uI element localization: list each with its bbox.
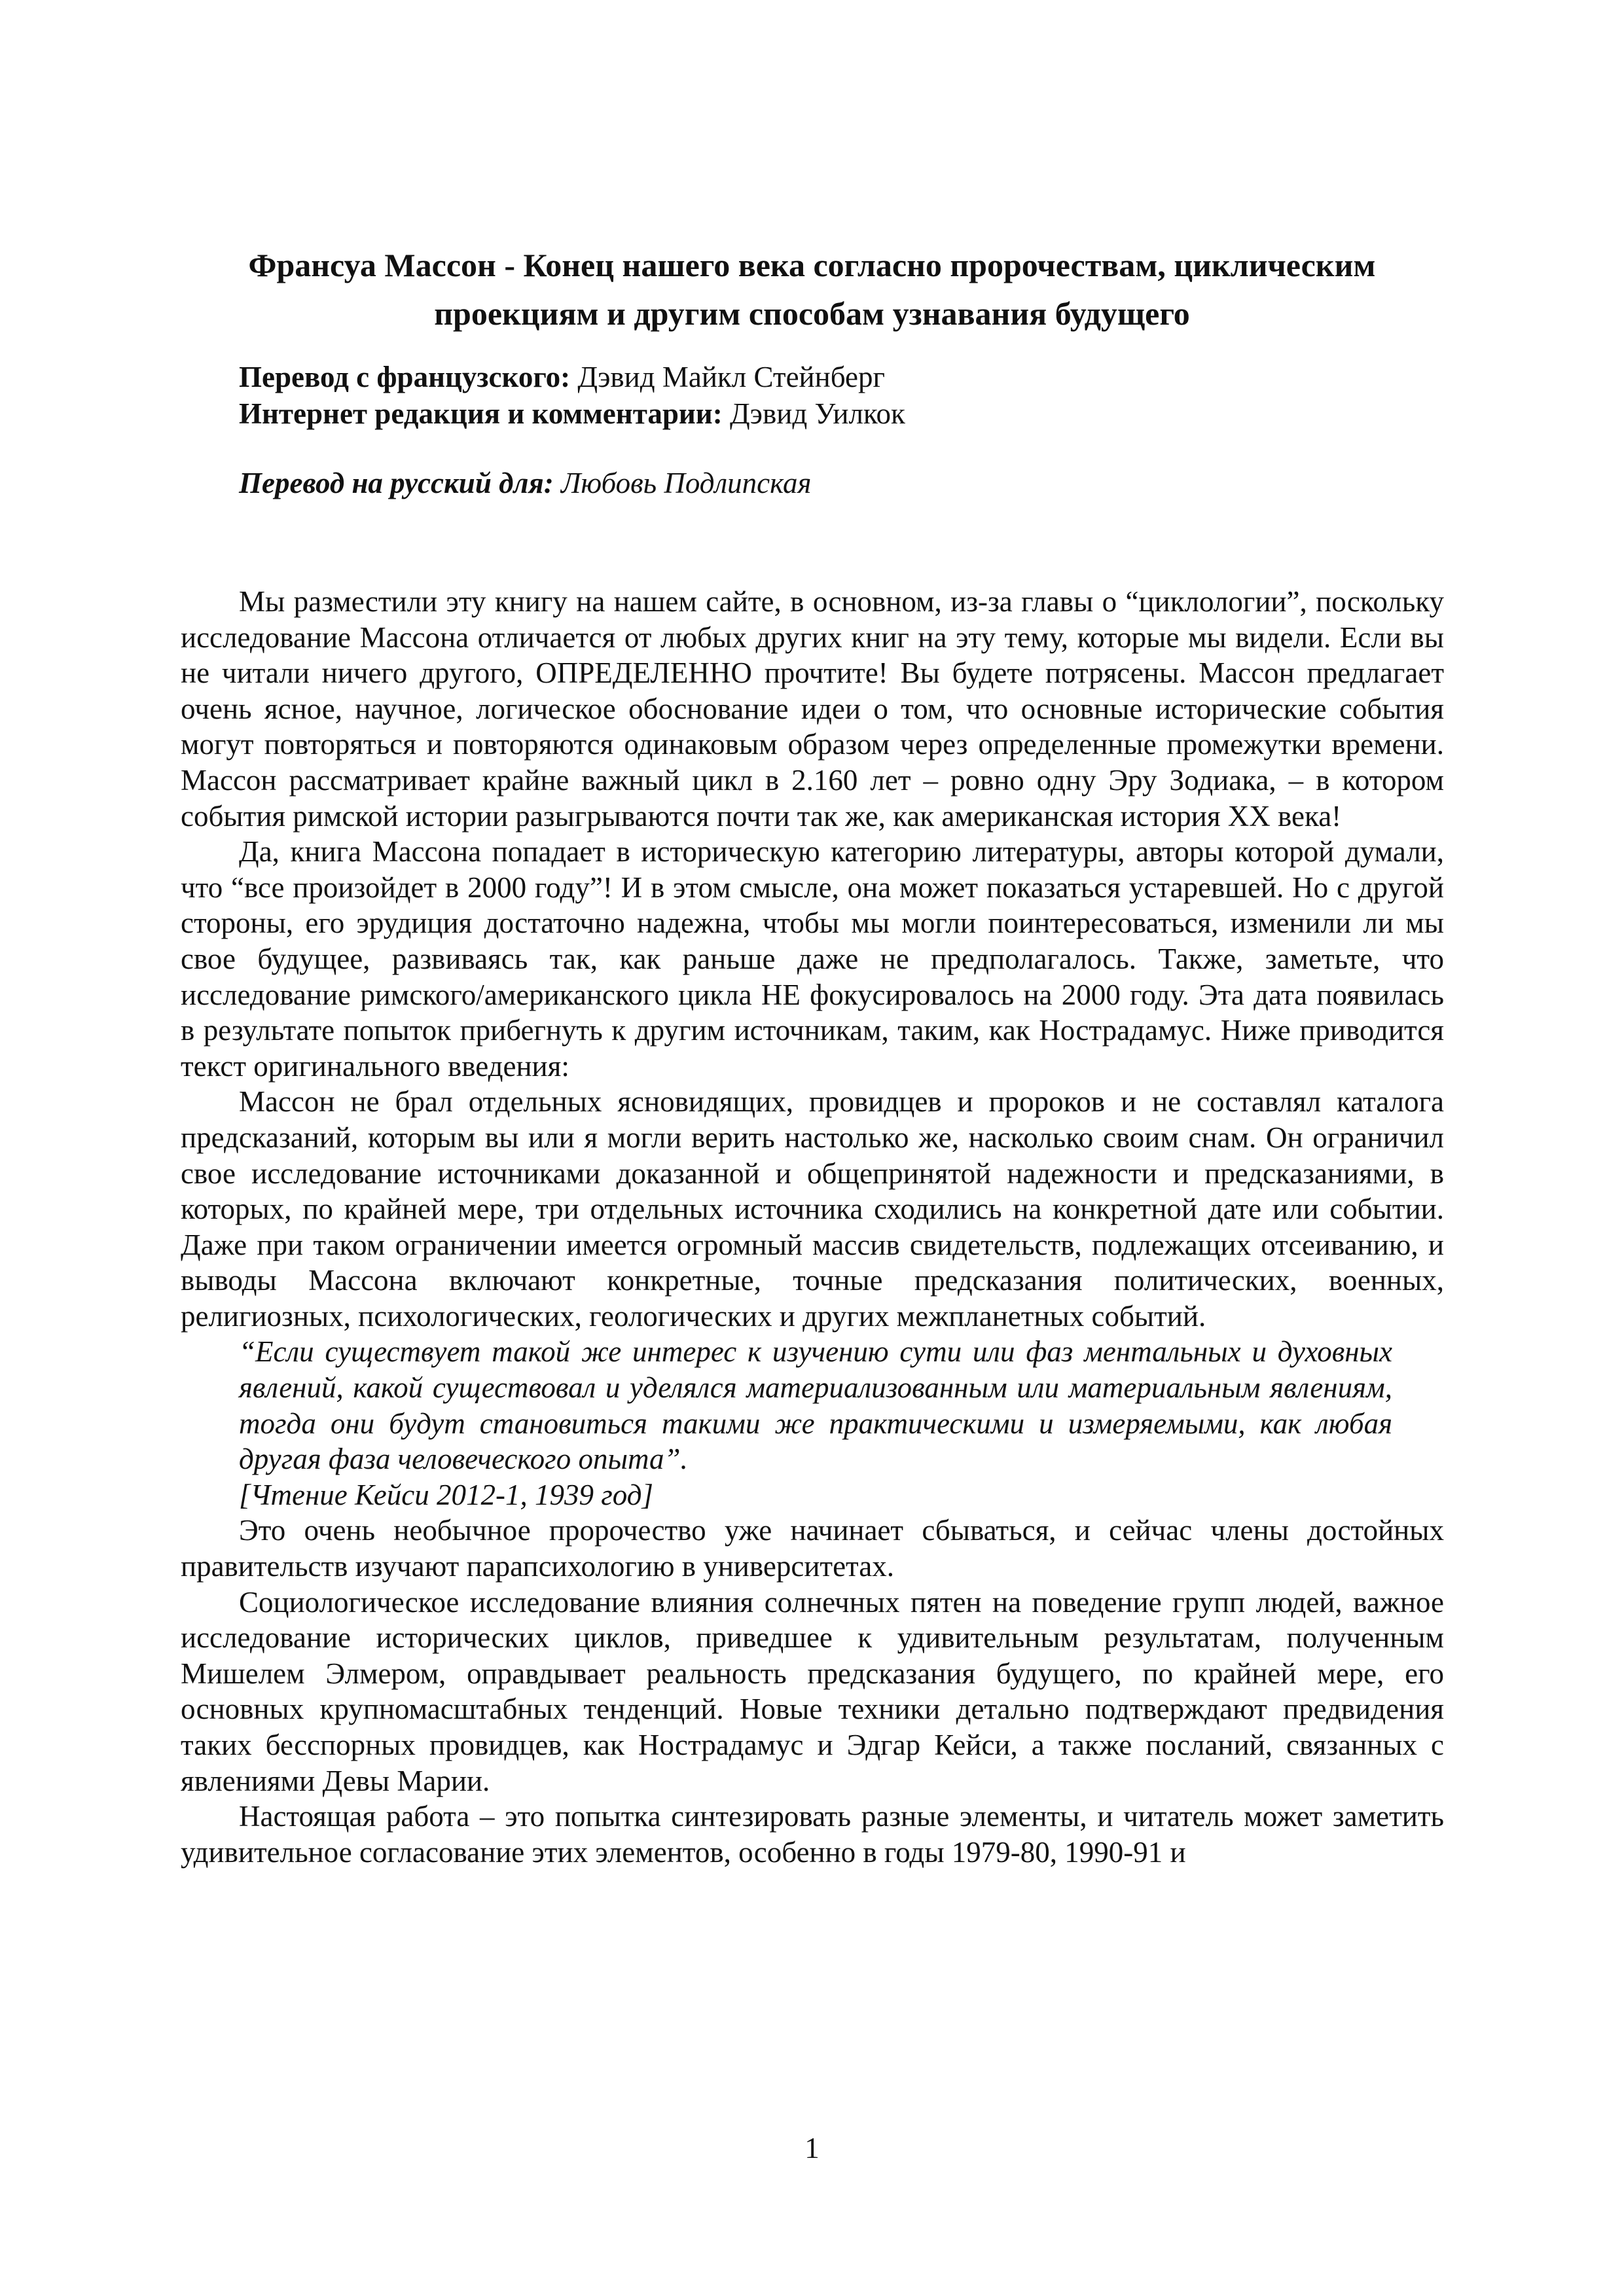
quote-citation: [Чтение Кейси 2012-1, 1939 год] — [239, 1478, 653, 1511]
credits-spacer — [239, 432, 1417, 465]
document-title: Франсуа Массон - Конец нашего века согласно пророчествам, циклическим проекциям и другим способам узнавания будущего — [248, 247, 1376, 332]
credits-block — [239, 359, 1417, 501]
quote-text: “Если существует такой же интерес к изучению сути или фаз ментальных и духовных явлений, какой существовал и уделялся материализованным или материальным явлениям, тогда они будут становиться такими же практическими и измеряемыми, как любая другая фаза человеческого опыта”. — [239, 1335, 1392, 1476]
credit-russian — [239, 465, 1417, 501]
body-text — [181, 584, 1444, 1870]
paragraph-6: Настоящая работа – это попытка синтезировать разные элементы, и читатель может заметить удивительное согласование этих элементов, особенно в годы 1979-80, 1990-91 и — [181, 1800, 1444, 1869]
credit-translation-value: Дэвид Майкл Стейнберг — [577, 361, 885, 393]
credit-russian-label: Перевод на русский для: — [239, 467, 554, 499]
page-number: 1 — [804, 2132, 820, 2164]
credit-editor-label: Интернет редакция и комментарии: — [239, 397, 723, 430]
casey-quote — [239, 1334, 1392, 1513]
credit-editor — [239, 395, 1417, 432]
paragraph-2: Да, книга Массона попадает в историческую категорию литературы, авторы которой думали, что “все произойдет в 2000 году”! И в этом смысле, она может показаться устаревшей. Но с другой стороны, его эрудиция достаточно надежна, чтобы мы могли поинтересоваться, изменили ли мы свое будущее, развиваясь так, как раньше даже не предполагалось. Также, заметьте, что исследование римского/американского цикла НЕ фокусировалось на 2000 году. Эта дата появилась в результате попыток прибегнуть к другим источникам, таким, как Нострадамус. Ниже приводится текст оригинального введения: — [181, 835, 1444, 1083]
credit-editor-value: Дэвид Уилкок — [729, 397, 905, 430]
credit-translation-label: Перевод с французского: — [239, 361, 571, 393]
credit-russian-value: Любовь Подлипская — [560, 467, 812, 499]
credit-translation — [239, 359, 1417, 395]
paragraph-5: Социологическое исследование влияния солнечных пятен на поведение групп людей, важное исследование исторических циклов, приведшее к удивительным результатам, полученным Мишелем Элмером, оправдывает реальность предсказания будущего, по крайней мере, его основных крупномасштабных тенденций. Новые техники детально подтверждают предвидения таких бесспорных провидцев, как Нострадамус и Эдгар Кейси, а также посланий, связанных с явлениями Девы Марии. — [181, 1585, 1444, 1797]
paragraph-1: Мы разместили эту книгу на нашем сайте, в основном, из-за главы о “циклологии”, поскольку исследование Массона отличается от любых других книг на эту тему, которые мы видели. Если вы не читали ничего другого, ОПРЕДЕЛЕННО прочтите! Вы будете потрясены. Массон предлагает очень ясное, научное, логическое обоснование идеи о том, что основные исторические события могут повторяться и повторяются одинаковым образом через определенные промежутки времени. Массон рассматривает крайне важный цикл в 2.160 лет – ровно одну Эру Зодиака, – в котором события римской истории разыгрываются почти так же, как американская история XX века! — [181, 585, 1444, 833]
paragraph-4: Это очень необычное пророчество уже начинает сбываться, и сейчас члены достойных правительств изучают парапсихологию в университетах. — [181, 1514, 1444, 1583]
paragraph-3: Массон не брал отдельных ясновидящих, провидцев и пророков и не составлял каталога предсказаний, которым вы или я могли верить настолько же, насколько своим снам. Он ограничил свое исследование источниками доказанной и общепринятой надежности и предсказаниями, в которых, по крайней мере, три отдельных источника сходились на конкретной дате или событии. Даже при таком ограничении имеется огромный массив свидетельств, подлежащих отсеиванию, и выводы Массона включают конкретные, точные предсказания политических, военных, религиозных, психологических, геологических и других межпланетных событий. — [181, 1085, 1444, 1333]
